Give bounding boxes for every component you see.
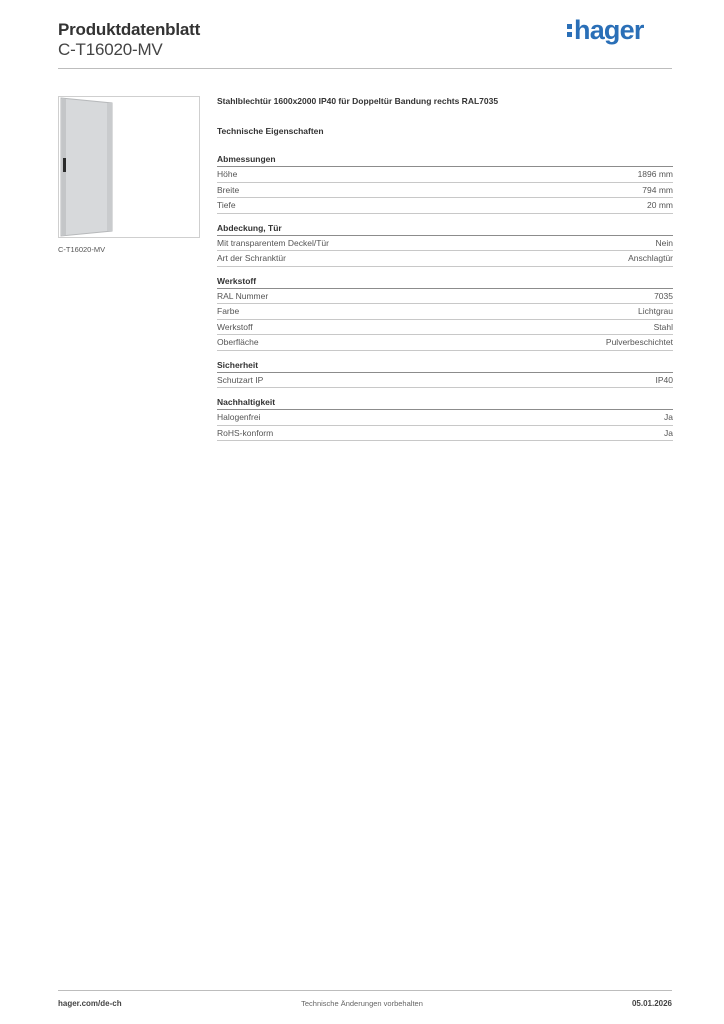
- footer-date: 05.01.2026: [631, 999, 672, 1008]
- spec-row: [217, 251, 673, 267]
- spec-row: [217, 198, 673, 214]
- spec-value: 7035: [654, 290, 673, 301]
- spec-value: 794 mm: [642, 184, 673, 195]
- spec-group-title: Sicherheit: [217, 360, 673, 373]
- spec-group-title: Abdeckung, Tür: [217, 223, 673, 236]
- spec-row: [217, 373, 673, 389]
- spec-group: [217, 397, 673, 441]
- spec-value: 20 mm: [647, 200, 673, 210]
- spec-label: Art der Schranktür: [217, 253, 286, 263]
- spec-value: Ja: [664, 427, 673, 438]
- spec-label: Farbe: [217, 306, 240, 316]
- spec-group: [217, 360, 673, 389]
- spec-value: Anschlagtür: [628, 253, 673, 263]
- spec-groups: [217, 154, 673, 441]
- product-description: Stahlblechtür 1600x2000 IP40 für Doppeltür Bandung rechts RAL7035: [217, 96, 499, 106]
- spec-value: Nein: [655, 237, 673, 248]
- spec-label: RAL Nummer: [217, 290, 269, 301]
- spec-row: [217, 426, 673, 442]
- spec-value: IP40: [655, 374, 673, 385]
- spec-row: [217, 167, 673, 183]
- image-caption: C-T16020-MV: [58, 245, 106, 254]
- spec-value: 1896 mm: [637, 169, 673, 179]
- page-title: Produktdatenblatt: [58, 20, 201, 39]
- footer-website: hager.com/de-ch: [58, 999, 122, 1008]
- spec-value: Stahl: [653, 321, 673, 332]
- spec-label: Schutzart IP: [217, 374, 264, 385]
- hager-logo: [567, 15, 644, 46]
- spec-label: Breite: [217, 184, 240, 195]
- spec-row: [217, 289, 673, 305]
- spec-content: [217, 96, 673, 450]
- spec-value: Lichtgrau: [638, 306, 673, 316]
- spec-row: [217, 304, 673, 320]
- spec-label: Halogenfrei: [217, 412, 261, 422]
- spec-group: [217, 223, 673, 267]
- spec-group: [217, 276, 673, 351]
- spec-label: Oberfläche: [217, 337, 259, 347]
- spec-row: [217, 236, 673, 252]
- spec-row: [217, 335, 673, 351]
- spec-label: Werkstoff: [217, 321, 253, 332]
- footer-divider: [58, 990, 672, 991]
- section-heading: Technische Eigenschaften: [217, 126, 324, 136]
- logo-text: hager: [574, 15, 644, 45]
- spec-label: Tiefe: [217, 200, 236, 210]
- spec-group-title: Abmessungen: [217, 154, 673, 167]
- spec-group-title: Nachhaltigkeit: [217, 397, 673, 410]
- spec-label: RoHS-konform: [217, 427, 274, 438]
- header-divider: [58, 68, 672, 69]
- product-image: [58, 96, 200, 238]
- spec-value: Ja: [664, 412, 673, 422]
- footer-notice: Technische Änderungen vorbehalten: [301, 999, 423, 1008]
- spec-row: [217, 183, 673, 199]
- steel-door-icon: [59, 97, 199, 237]
- spec-row: [217, 410, 673, 426]
- spec-label: Mit transparentem Deckel/Tür: [217, 237, 329, 248]
- product-code: C-T16020-MV: [58, 40, 163, 59]
- spec-value: Pulverbeschichtet: [605, 337, 673, 347]
- spec-group: [217, 154, 673, 214]
- logo-colon-icon: [567, 24, 572, 37]
- spec-row: [217, 320, 673, 336]
- spec-label: Höhe: [217, 169, 238, 179]
- spec-group-title: Werkstoff: [217, 276, 673, 289]
